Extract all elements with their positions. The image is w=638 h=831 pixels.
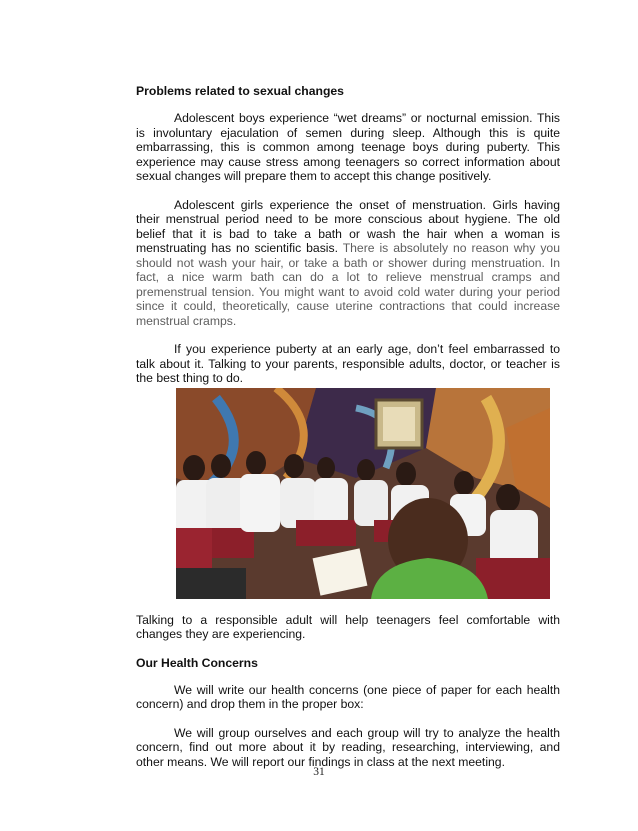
- classroom-discussion-illustration: [176, 388, 550, 599]
- page-content: [136, 84, 560, 769]
- paragraph-health-concerns-group: We will group ourselves and each group will try to analyze the health concern, find out more about it by reading, researching, interviewing, and other means. We will report our findings in class at the next meeting.: [136, 725, 560, 769]
- paragraph-menstruation-main: Adolescent girls experience the onset of menstruation. Girls having their menstrual period need to be more conscious about hygiene. The old belief that it is bad to take a bath or wash the hair when a woman is menstruating has no scientific basis.: [136, 197, 560, 255]
- page-number: 31: [313, 766, 325, 778]
- section-heading-health-concerns: Our Health Concerns: [136, 655, 258, 670]
- paragraph-health-concerns-write: We will write our health concerns (one piece of paper for each health concern) and drop them in the proper box:: [136, 682, 560, 711]
- section-heading-sexual-changes: Problems related to sexual changes: [136, 84, 344, 98]
- paragraph-early-puberty: If you experience puberty at an early age, don’t feel embarrassed to talk about it. Talking to your parents, responsible adults, doctor, or teacher is the best thing to do.: [136, 342, 560, 385]
- classroom-discussion-photo: [176, 388, 550, 599]
- paragraph-wet-dreams: Adolescent boys experience “wet dreams” or nocturnal emission. This is involuntary ejaculation of semen during sleep. Although this is quite embarrassing, this is common among teenage boys during puberty. This experience may cause stress among teenagers so correct information about sexual changes will prepare them to accept this change positively.: [136, 111, 560, 183]
- paragraph-menstruation-gray: There is absolutely no reason why you should not wash your hair, or take a bath or shower during menstruation. In fact, a nice warm bath can do a lot to relieve menstrual cramps and premenstrual tension. You might want to avoid cold water during your period since it could, theoretically, cause uterine contractions that could increase menstrual cramps.: [136, 241, 560, 328]
- photo-caption: Talking to a responsible adult will help teenagers feel comfortable with changes they are experiencing.: [136, 612, 560, 641]
- paragraph-menstruation: [136, 198, 560, 329]
